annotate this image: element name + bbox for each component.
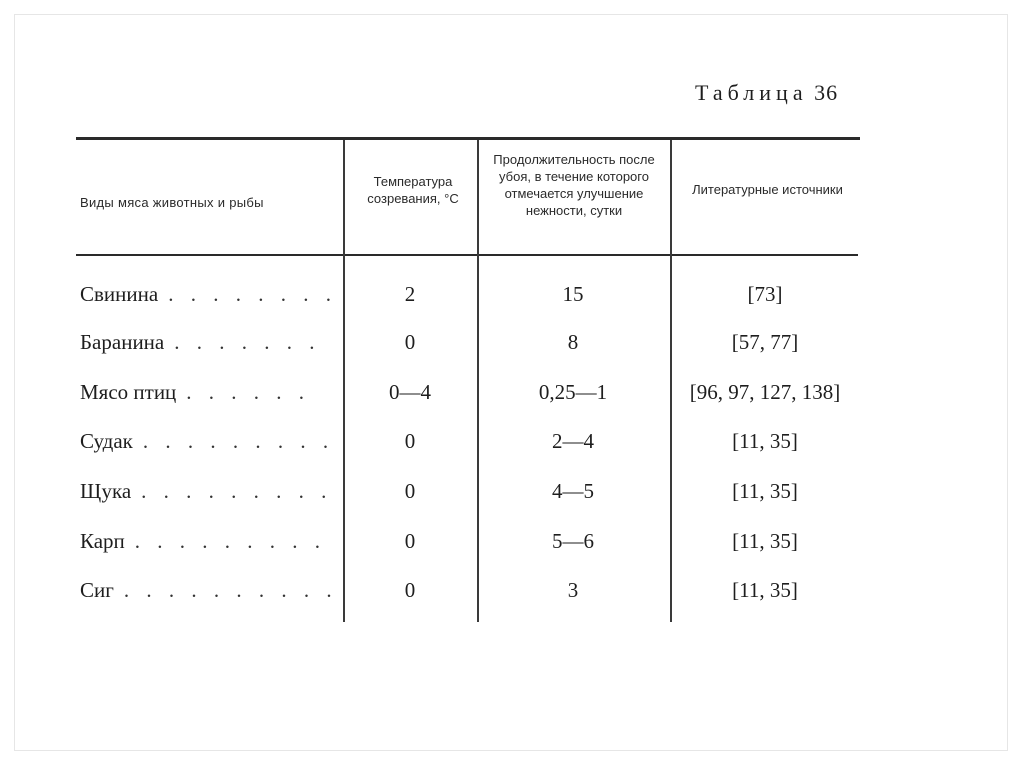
row-3-duration-cell: 0,25—1 bbox=[538, 380, 608, 404]
species-name: Судак bbox=[80, 429, 133, 453]
row-1-duration-cell: 15 bbox=[562, 282, 584, 306]
leader-dots: . . . . . . . . . bbox=[141, 479, 333, 503]
species-name: Сиг bbox=[80, 578, 114, 602]
row-3-species-cell bbox=[80, 380, 340, 405]
species-name: Щука bbox=[80, 479, 132, 503]
table-title bbox=[695, 80, 838, 106]
row-2-sources-cell: [57, 77] bbox=[731, 330, 799, 354]
leader-dots: . . . . . . . bbox=[174, 330, 321, 354]
row-1-species-cell bbox=[80, 282, 340, 307]
species-name: Баранина bbox=[80, 330, 165, 354]
header-species: Виды мяса животных и рыбы bbox=[80, 195, 264, 210]
row-7-temperature-cell: 0 bbox=[404, 578, 416, 602]
row-4-temperature-cell: 0 bbox=[404, 429, 416, 453]
row-6-species-cell bbox=[80, 529, 340, 554]
row-3-sources-cell: [96, 97, 127, 138] bbox=[689, 380, 841, 404]
leader-dots: . . . . . . . . . bbox=[134, 529, 327, 553]
species-name: Карп bbox=[80, 529, 125, 553]
table-title-word: Таблица bbox=[695, 80, 808, 105]
row-2-duration-cell: 8 bbox=[567, 330, 579, 354]
table-header-rule bbox=[76, 254, 858, 256]
leader-dots: . . . . . . bbox=[186, 380, 311, 404]
row-2-temperature-cell: 0 bbox=[404, 330, 416, 354]
leader-dots: . . . . . . . . . . bbox=[123, 578, 338, 602]
leader-dots: . . . . . . . . . bbox=[142, 429, 335, 453]
row-5-duration-cell: 4—5 bbox=[552, 479, 594, 503]
row-1-sources-cell: [73] bbox=[747, 282, 783, 306]
table-title-number: 36 bbox=[814, 80, 839, 105]
row-1-temperature-cell: 2 bbox=[404, 282, 416, 306]
row-4-species-cell bbox=[80, 429, 340, 454]
row-2-species-cell bbox=[80, 330, 340, 355]
row-3-temperature-cell: 0—4 bbox=[389, 380, 431, 404]
row-6-temperature-cell: 0 bbox=[404, 529, 416, 553]
row-7-sources-cell: [11, 35] bbox=[732, 578, 798, 602]
table-top-rule bbox=[76, 137, 860, 140]
row-6-sources-cell: [11, 35] bbox=[732, 529, 798, 553]
row-5-temperature-cell: 0 bbox=[404, 479, 416, 503]
species-name: Мясо птиц bbox=[80, 380, 177, 404]
header-sources: Литературные источники bbox=[692, 182, 843, 197]
row-6-duration-cell: 5—6 bbox=[552, 529, 594, 553]
row-4-sources-cell: [11, 35] bbox=[732, 429, 798, 453]
row-5-sources-cell: [11, 35] bbox=[732, 479, 798, 503]
row-7-species-cell bbox=[80, 578, 340, 603]
row-5-species-cell bbox=[80, 479, 340, 504]
leader-dots: . . . . . . . . bbox=[168, 282, 337, 306]
row-4-duration-cell: 2—4 bbox=[552, 429, 594, 453]
species-name: Свинина bbox=[80, 282, 159, 306]
row-7-duration-cell: 3 bbox=[567, 578, 579, 602]
header-duration: Продолжительность после убоя, в течение которого отмечается улучшение нежности, сутки bbox=[493, 152, 655, 218]
header-temperature: Температура созревания, °С bbox=[367, 174, 459, 206]
